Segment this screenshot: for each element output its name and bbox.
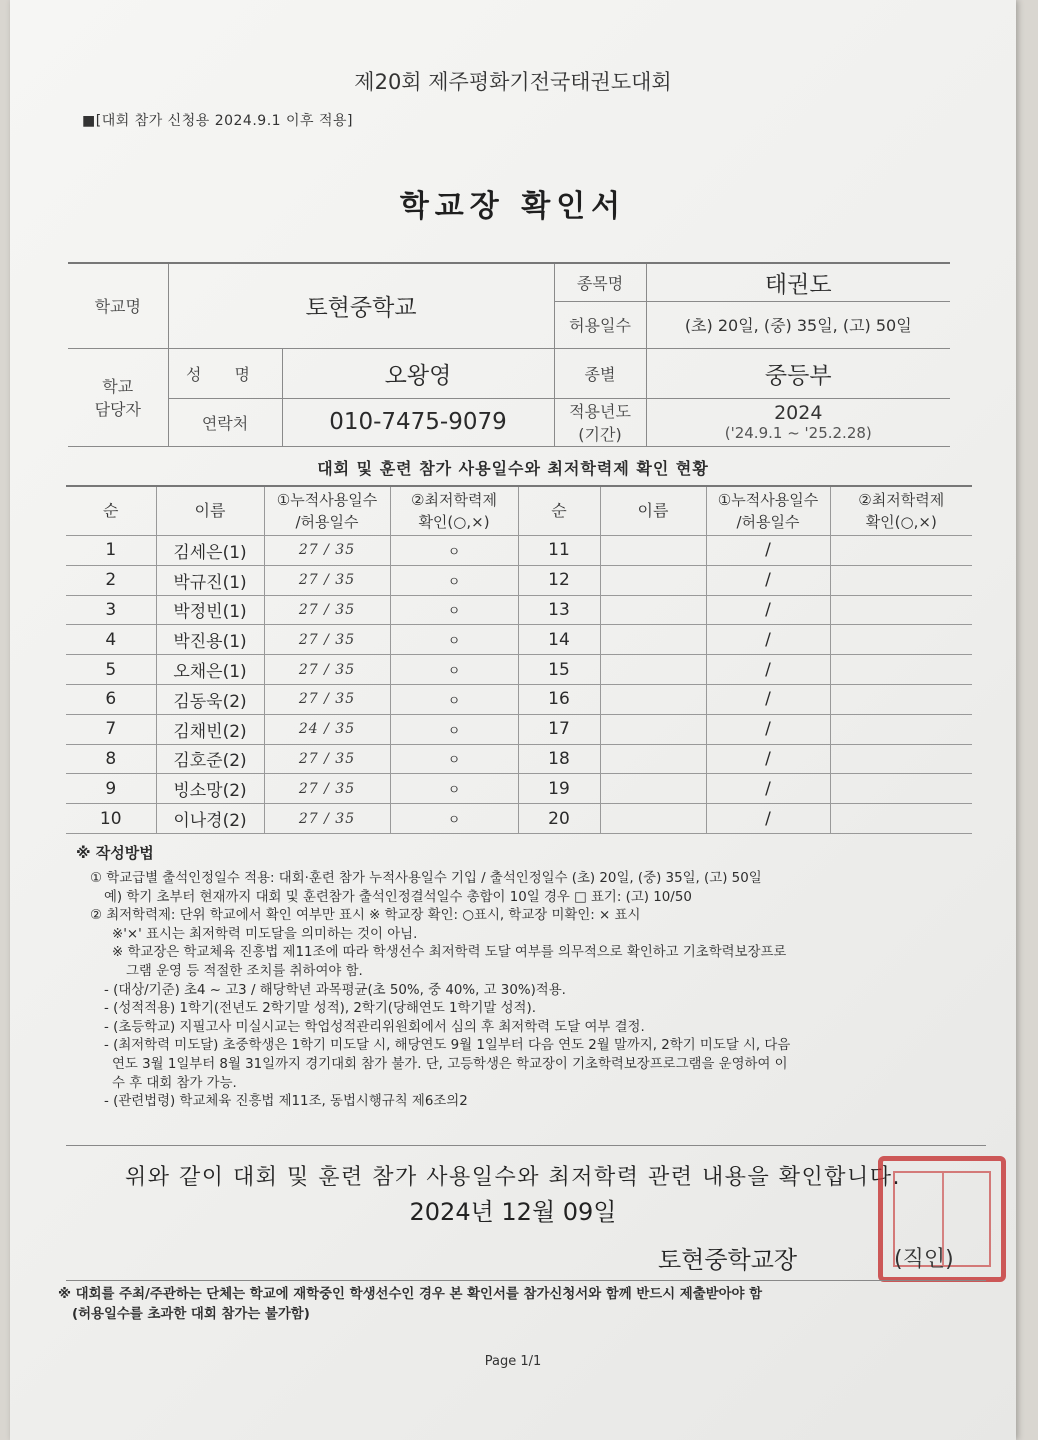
row-no-2: 20 xyxy=(518,804,600,834)
row-no: 10 xyxy=(66,804,156,834)
division-label: 종별 xyxy=(554,348,646,398)
athlete-table xyxy=(66,485,972,834)
row-name-2 xyxy=(600,595,706,625)
method-line: - (대상/기준) 초4 ~ 고3 / 해당학년 과목평균(초 50%, 중 40%, 고 30%)적용. xyxy=(104,982,566,998)
row-name: 박규진(1) xyxy=(156,565,264,595)
row-days-2: / xyxy=(706,655,830,685)
row-days: 27 / 35 xyxy=(264,655,390,685)
header-name: 이름 xyxy=(156,486,264,536)
row-check: ㅇ xyxy=(390,714,518,744)
row-name-2 xyxy=(600,804,706,834)
name-label: 성 명 xyxy=(168,348,282,398)
row-days: 27 / 35 xyxy=(264,774,390,804)
method-title: ※ 작성방법 xyxy=(76,844,154,862)
confirm-date: 2024년 12월 09일 xyxy=(409,1198,617,1226)
table-row xyxy=(66,684,972,714)
name-value: 오왕영 xyxy=(282,348,554,398)
row-no: 1 xyxy=(66,536,156,566)
row-no-2: 19 xyxy=(518,774,600,804)
page-number: Page 1/1 xyxy=(484,1354,542,1369)
row-check-2 xyxy=(830,744,972,774)
method-line: ② 최저학력제: 단위 학교에서 확인 여부만 표시 ※ 학교장 확인: ○표시, 학교장 미확인: × 표시 xyxy=(90,908,641,924)
method-line: - (관련법령) 학교체육 진흥법 제11조, 동법시행규칙 제6조의2 xyxy=(104,1094,468,1110)
table-row xyxy=(66,655,972,685)
row-check: ㅇ xyxy=(390,744,518,774)
method-line: 그램 운영 등 적절한 조치를 취하여야 함. xyxy=(126,963,363,979)
footer-note xyxy=(58,1285,762,1325)
method-line: ① 학교급별 출석인정일수 적용: 대회·훈련 참가 누적사용일수 기입 / 출석인정일수 (초) 20일, (중) 35일, (고) 50일 xyxy=(90,871,762,886)
row-name-2 xyxy=(600,774,706,804)
row-days: 27 / 35 xyxy=(264,804,390,834)
row-check: ㅇ xyxy=(390,774,518,804)
row-no: 4 xyxy=(66,625,156,655)
row-no: 8 xyxy=(66,744,156,774)
confirm-statement: 위와 같이 대회 및 훈련 참가 사용일수와 최저학력 관련 내용을 확인합니다. xyxy=(125,1165,901,1190)
row-no-2: 12 xyxy=(518,565,600,595)
manager-label-line1: 학교 xyxy=(102,377,134,396)
year-cell xyxy=(646,398,950,446)
row-no: 2 xyxy=(66,565,156,595)
row-name: 김세은(1) xyxy=(156,536,264,566)
row-check-2 xyxy=(830,655,972,685)
row-name-2 xyxy=(600,684,706,714)
row-days: 24 / 35 xyxy=(264,714,390,744)
method-line: 수 후 대회 참가 가능. xyxy=(112,1075,237,1091)
method-line: ※'×' 표시는 최저학력 미도달을 의미하는 것이 아님. xyxy=(112,926,418,942)
divider-bottom xyxy=(66,1280,986,1281)
sport-label: 종목명 xyxy=(554,263,646,301)
row-name-2 xyxy=(600,744,706,774)
header-check-line1: ②최저학력제 xyxy=(411,491,497,509)
header-check xyxy=(390,486,518,536)
method-line: 연도 3월 1일부터 8월 31일까지 경기대회 참가 불가. 단, 고등학생은 학교장이 기초학력보장프로그램을 운영하여 이 xyxy=(112,1056,788,1072)
header-days xyxy=(264,486,390,536)
row-no-2: 17 xyxy=(518,714,600,744)
row-no: 9 xyxy=(66,774,156,804)
contact-label: 연락처 xyxy=(168,398,282,446)
row-check: ㅇ xyxy=(390,804,518,834)
allowed-days-value: (초) 20일, (중) 35일, (고) 50일 xyxy=(646,301,950,348)
row-days-2: / xyxy=(706,714,830,744)
row-check-2 xyxy=(830,804,972,834)
table-row xyxy=(66,625,972,655)
row-check-2 xyxy=(830,774,972,804)
year-label-line2: (기간) xyxy=(578,425,622,444)
row-days-2: / xyxy=(706,804,830,834)
method-line: - (최저학력 미도달) 초중학생은 1학기 미도달 시, 해당연도 9월 1일부터 다음 연도 2월 말까지, 2학기 미도달 시, 다음 xyxy=(104,1038,791,1054)
row-no-2: 18 xyxy=(518,744,600,774)
section-title: 대회 및 훈련 참가 사용일수와 최저학력제 확인 현황 xyxy=(317,459,709,478)
row-name: 김호준(2) xyxy=(156,744,264,774)
row-name: 오채은(1) xyxy=(156,655,264,685)
method-line: ※ 학교장은 학교체육 진흥법 제11조에 따라 학생선수 최저학력 도달 여부를 의무적으로 확인하고 기초학력보장프로 xyxy=(112,945,787,961)
event-title: 제20회 제주평화기전국태권도대회 xyxy=(354,70,672,94)
row-check-2 xyxy=(830,684,972,714)
year-label-line1: 적용년도 xyxy=(569,402,631,421)
header-check-2 xyxy=(830,486,972,536)
method-line: 예) 학기 초부터 현재까지 대회 및 훈련참가 출석인정결석일수 총합이 10일 경우 □ 표기: (고) 10/50 xyxy=(104,889,692,905)
row-no-2: 13 xyxy=(518,595,600,625)
row-days-2: / xyxy=(706,774,830,804)
header-check-2-line1: ②최저학력제 xyxy=(858,491,945,509)
apply-note: ■[대회 참가 신청용 2024.9.1 이후 적용] xyxy=(82,113,354,129)
row-name-2 xyxy=(600,536,706,566)
row-days: 27 / 35 xyxy=(264,625,390,655)
row-check-2 xyxy=(830,595,972,625)
year-value: 2024 xyxy=(774,402,823,424)
header-check-line2: 확인(○,×) xyxy=(418,513,490,531)
row-check: ㅇ xyxy=(390,684,518,714)
row-days-2: / xyxy=(706,565,830,595)
header-days-line2: /허용일수 xyxy=(295,513,359,531)
row-name-2 xyxy=(600,714,706,744)
allowed-days-label: 허용일수 xyxy=(554,301,646,348)
row-days: 27 / 35 xyxy=(264,684,390,714)
row-days: 27 / 35 xyxy=(264,595,390,625)
school-label: 학교명 xyxy=(68,263,168,348)
row-check: ㅇ xyxy=(390,625,518,655)
row-name: 이나경(2) xyxy=(156,804,264,834)
footer-line1: ※ 대회를 주최/주관하는 단체는 학교에 재학중인 학생선수인 경우 본 확인서를 참가신청서와 함께 반드시 제출받아야 함 xyxy=(58,1287,763,1302)
row-check-2 xyxy=(830,625,972,655)
header-days-2 xyxy=(706,486,830,536)
header-no-2: 순 xyxy=(518,486,600,536)
footer-line2: (허용일수를 초과한 대회 참가는 불가함) xyxy=(72,1307,310,1322)
seal-label: (직인) xyxy=(894,1247,954,1272)
header-days-2-line2: /허용일수 xyxy=(736,513,800,531)
row-name-2 xyxy=(600,565,706,595)
divider-top xyxy=(66,1145,986,1146)
row-name-2 xyxy=(600,625,706,655)
row-name: 김채빈(2) xyxy=(156,714,264,744)
row-name: 박정빈(1) xyxy=(156,595,264,625)
row-name: 빙소망(2) xyxy=(156,774,264,804)
method-line: - (성적적용) 1학기(전년도 2학기말 성적), 2학기(당해연도 1학기말 성적). xyxy=(104,1001,536,1017)
row-days-2: / xyxy=(706,684,830,714)
row-days-2: / xyxy=(706,744,830,774)
row-no: 7 xyxy=(66,714,156,744)
sport-value: 태권도 xyxy=(646,263,950,301)
table-row xyxy=(66,536,972,566)
table-row xyxy=(66,565,972,595)
header-days-2-line1: ①누적사용일수 xyxy=(717,491,819,509)
method-text xyxy=(90,870,790,1112)
principal-signature: 토현중학교장 xyxy=(658,1246,798,1274)
row-name: 박진용(1) xyxy=(156,625,264,655)
row-check: ㅇ xyxy=(390,655,518,685)
row-days-2: / xyxy=(706,595,830,625)
row-no-2: 11 xyxy=(518,536,600,566)
row-check: ㅇ xyxy=(390,595,518,625)
document-page xyxy=(10,0,1016,1440)
row-check: ㅇ xyxy=(390,565,518,595)
row-days: 27 / 35 xyxy=(264,744,390,774)
document-title: 학교장 확인서 xyxy=(399,189,627,224)
row-check: ㅇ xyxy=(390,536,518,566)
table-row xyxy=(66,714,972,744)
period-value: ('24.9.1 ~ '25.2.28) xyxy=(724,424,872,442)
row-days: 27 / 35 xyxy=(264,565,390,595)
header-check-2-line2: 확인(○,×) xyxy=(865,513,937,531)
table-row xyxy=(66,595,972,625)
school-value: 토현중학교 xyxy=(168,263,554,348)
row-no-2: 16 xyxy=(518,684,600,714)
row-days-2: / xyxy=(706,536,830,566)
row-days: 27 / 35 xyxy=(264,536,390,566)
row-check-2 xyxy=(830,536,972,566)
row-days-2: / xyxy=(706,625,830,655)
contact-value: 010-7475-9079 xyxy=(282,398,554,446)
header-days-line1: ①누적사용일수 xyxy=(276,491,378,509)
year-label xyxy=(554,398,646,446)
table-row xyxy=(66,804,972,834)
row-no-2: 15 xyxy=(518,655,600,685)
row-check-2 xyxy=(830,714,972,744)
manager-label-line2: 담당자 xyxy=(94,400,141,419)
info-table xyxy=(68,262,950,447)
row-no: 6 xyxy=(66,684,156,714)
row-check-2 xyxy=(830,565,972,595)
row-name: 김동욱(2) xyxy=(156,684,264,714)
header-name-2: 이름 xyxy=(600,486,706,536)
row-no: 5 xyxy=(66,655,156,685)
row-no-2: 14 xyxy=(518,625,600,655)
row-no: 3 xyxy=(66,595,156,625)
table-row xyxy=(66,774,972,804)
method-line: - (초등학교) 지필고사 미실시교는 학업성적관리위원회에서 심의 후 최저학력 도달 여부 결정. xyxy=(104,1019,645,1035)
row-name-2 xyxy=(600,655,706,685)
division-value: 중등부 xyxy=(646,348,950,398)
header-no: 순 xyxy=(66,486,156,536)
table-row xyxy=(66,744,972,774)
manager-label xyxy=(68,348,168,446)
